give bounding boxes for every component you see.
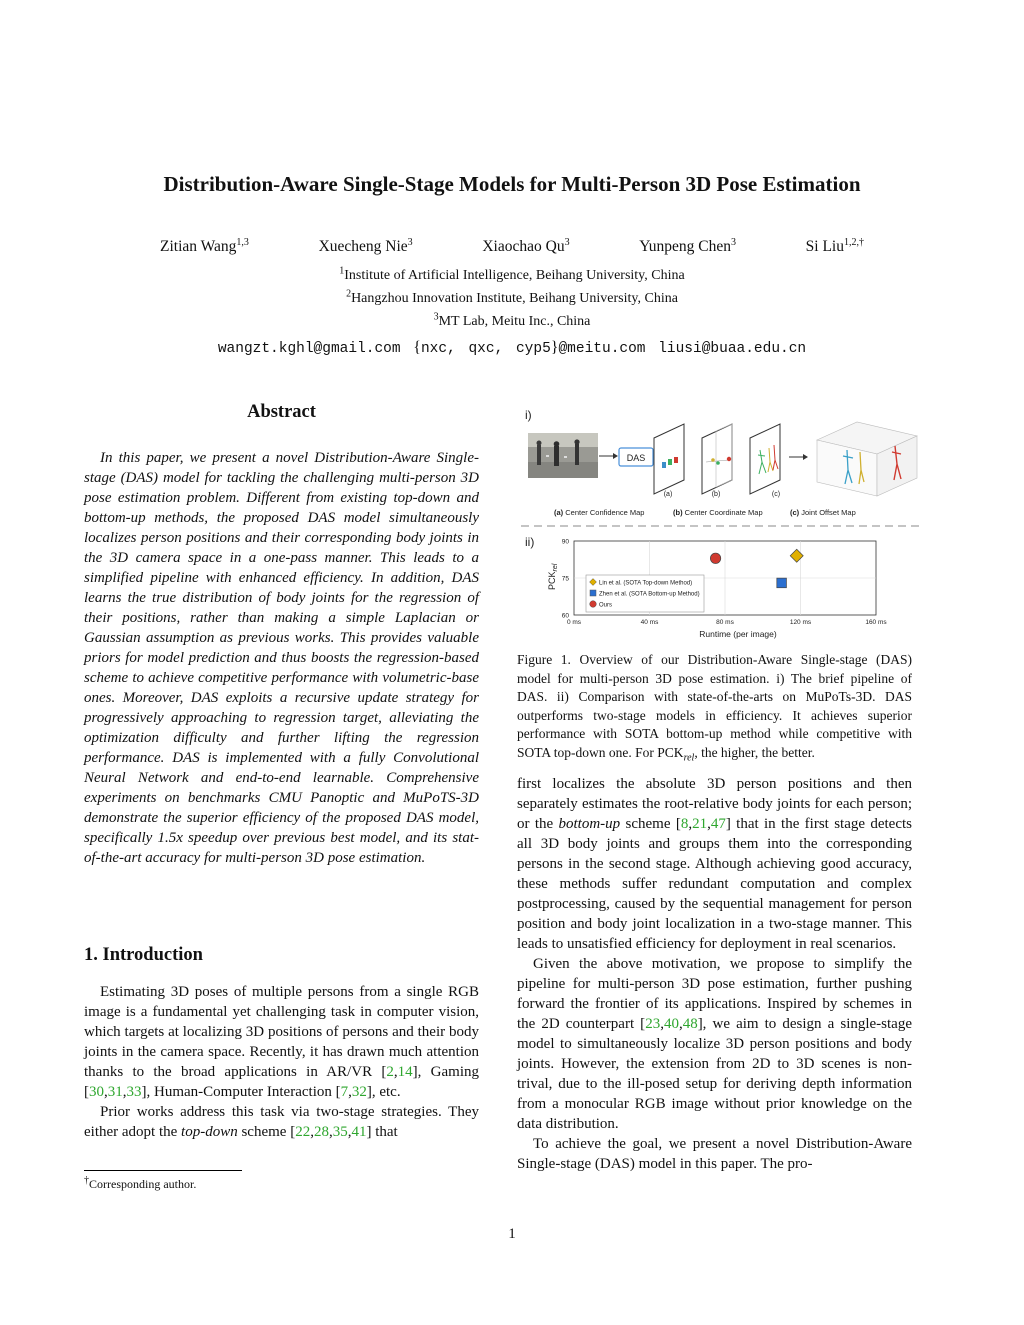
y-tick-label: 90 xyxy=(561,538,569,546)
legend-entry: Ours xyxy=(599,602,613,609)
center-confidence-map-panel xyxy=(654,424,684,494)
paragraph: To achieve the goal, we present a novel Distribution-Aware Single-stage (DAS) model in this paper. The pro- xyxy=(517,1136,912,1172)
body-text-right xyxy=(517,774,912,1174)
y-axis-label: $PCK_{rel}$ xyxy=(547,563,559,590)
page-number: 1 xyxy=(508,1226,516,1242)
citation-link[interactable]: 47 xyxy=(710,816,726,832)
runtime-accuracy-chart xyxy=(547,539,887,640)
citation-link[interactable]: 48 xyxy=(682,1016,698,1032)
3d-pose-result xyxy=(817,422,917,496)
author: Yunpeng Chen$^3$ xyxy=(639,236,736,255)
citation-link[interactable]: 23 xyxy=(645,1016,661,1032)
author: Xiaochao Qu$^3$ xyxy=(482,236,570,255)
citation-link[interactable]: 35 xyxy=(332,1124,348,1140)
legend-marker-circle xyxy=(590,601,597,608)
map-caption-b: (b) Center Coordinate Map xyxy=(673,508,763,517)
affiliation: $^3$MT Lab, Meitu Inc., China xyxy=(433,311,591,329)
abstract-text: In this paper, we present a novel Distribution-Aware Single-stage (DAS) model for tackling the challenging multi-person 3D pose estimation problem. Different from existing top-down and bottom-up methods, the proposed DAS model simultaneously localizes person positions and their corresponding body joints in the 3D camera space in a one-pass manner. This leads to a simplified pipeline with enhanced efficiency. In addition, DAS learns the true distribution of body joints for the regression of their positions, rather than making a simple Laplacian or Gaussian assumption as previous works. This provides valuable priors for model prediction and thus boosts the regression-based scheme to achieve competitive performance with volumetric-base ones. Moreover, DAS exploits a recursive update strategy for progressively approaching to regression target, alleviating the optimization difficulty and further lifting the regression performance. DAS is implemented with a fully Convolutional Neural Network and end-to-end learnable. Comprehensive experiments on benchmarks CMU Panoptic and MuPoTS-3D demonstrate the superior efficiency of the proposed DAS model, specifically 1.5x speedup over previous best model, and its stat-of-the-art accuracy for multi-person 3D pose estimation. xyxy=(84,450,479,866)
affiliation: $^1$Institute of Artificial Intelligence, Beihang University, China xyxy=(339,265,685,283)
author: Zitian Wang$^{1,3}$ xyxy=(160,236,249,255)
citation-link[interactable]: 22 xyxy=(295,1124,311,1140)
data-point-circle xyxy=(710,553,720,563)
citation-link[interactable]: 30 xyxy=(89,1084,104,1100)
citation-link[interactable]: 2 xyxy=(386,1064,394,1080)
joint-offset-map-panel xyxy=(750,424,780,494)
figure-1 xyxy=(517,400,927,646)
citation-link[interactable]: 32 xyxy=(351,1084,367,1100)
input-photo xyxy=(528,433,598,478)
chart-legend xyxy=(586,575,704,612)
author-list xyxy=(160,238,864,256)
x-tick-label: 80 ms xyxy=(716,619,734,626)
legend-entry: Zhen et al. (SOTA Bottom-up Method) xyxy=(599,591,700,598)
author: Si Liu$^{1,2,\dagger}$ xyxy=(805,236,864,255)
footnote: †Corresponding author. xyxy=(84,1175,197,1191)
y-tick-label: 75 xyxy=(561,575,569,583)
x-axis-ticks xyxy=(567,619,887,626)
y-tick-label: 60 xyxy=(561,612,569,620)
center-coordinate-map-panel xyxy=(702,424,732,494)
panel-label: (c) xyxy=(771,491,781,498)
y-axis-ticks xyxy=(562,539,570,620)
x-tick-label: 120 ms xyxy=(789,619,812,626)
legend-entry: Lin et al. (SOTA Top-down Method) xyxy=(599,580,693,587)
author: Xuecheng Nie$^3$ xyxy=(318,236,413,255)
citation-link[interactable]: 7 xyxy=(340,1084,349,1100)
affiliation: $^2$Hangzhou Innovation Institute, Beihang University, China xyxy=(346,288,678,306)
x-tick-label: 0 ms xyxy=(566,619,582,626)
arrow-head xyxy=(803,454,808,460)
citation-link[interactable]: 8 xyxy=(680,816,689,832)
paper-title: Distribution-Aware Single-Stage Models for Multi-Person 3D Pose Estimation xyxy=(163,172,861,196)
figure-caption: Figure 1. Overview of our Distribution-Aware Single-stage (DAS) model for multi-person 3D pose estimation. i) The brief pipeline of DAS. ii) Comparison with state-of-the-arts on MuPoTs-3D. DAS outperforms two-stage models in efficiency. It achieves superior performance with SOTA bottom-up method while competitive with SOTA top-down one. For $PCK_{rel}$, the higher, the better. xyxy=(517,652,912,764)
panel-label: (a) xyxy=(663,491,673,498)
intro-text xyxy=(84,982,479,1142)
figure-part-label: ii) xyxy=(525,535,535,549)
citation-link[interactable]: 41 xyxy=(351,1124,367,1140)
footnote-rule xyxy=(84,1170,242,1171)
abstract-heading: Abstract xyxy=(247,402,316,422)
email[interactable]: wangzt.kghl@gmail.com xyxy=(217,341,401,357)
citation-link[interactable]: 21 xyxy=(692,816,708,832)
das-label: DAS xyxy=(626,453,646,463)
paragraph: Estimating 3D poses of multiple persons from a single RGB image is a fundamental yet challenging task in computer vision, which targets at localizing 3D positions of persons and their body joints in the camera space. Recently, it has drawn much attention thanks to the broad applications in AR/VR [2,14], Gaming [30,31,33], Human-Computer Interaction [7,32], etc. xyxy=(84,984,480,1100)
legend-marker-square xyxy=(590,590,596,596)
x-tick-label: 40 ms xyxy=(640,619,659,626)
citation-link[interactable]: 40 xyxy=(663,1016,679,1032)
data-point-square xyxy=(777,578,787,588)
panel-label: (b) xyxy=(711,491,721,498)
paragraph: Prior works address this task via two-stage strategies. They either adopt the top-down scheme [22,28,35,41] that xyxy=(84,1104,479,1140)
figure-part-label: i) xyxy=(525,408,532,422)
x-axis-label: Runtime (per image) xyxy=(699,629,777,639)
citation-link[interactable]: 33 xyxy=(126,1084,142,1100)
citation-link[interactable]: 28 xyxy=(313,1124,329,1140)
x-tick-label: 160 ms xyxy=(865,619,887,626)
email[interactable]: liusi@buaa.edu.cn xyxy=(658,341,807,357)
arrow-head xyxy=(613,453,618,459)
map-caption-a: (a) Center Confidence Map xyxy=(554,508,645,517)
section-heading: 1. Introduction xyxy=(84,945,203,965)
paragraph: first localizes the absolute 3D person positions and then separately estimates the root-relative body joints for each person; or the bottom-up scheme [8,21,47] that in the first stage detects all 3D body joints and groups them into the corresponding persons in the second stage. Although achieving good accuracy, these methods suffer redundant computation and complex postprocessing, caused by the sequential management for person position and body joint localization in a two-stage manner. This leads to unsatisfied efficiency for deployment in real scenarios. xyxy=(517,776,912,952)
citation-link[interactable]: 31 xyxy=(107,1084,123,1100)
citation-link[interactable]: 14 xyxy=(397,1064,413,1080)
author-emails: wangzt.kghl@gmail.com {nxc, qxc, cyp5}@meitu.com liusi@buaa.edu.cn xyxy=(217,339,807,357)
email-group-domain: @meitu.com xyxy=(558,341,646,357)
email-group-names: nxc, qxc, cyp5 xyxy=(420,341,551,357)
map-caption-c: (c) Joint Offset Map xyxy=(790,508,856,517)
paragraph: Given the above motivation, we propose to simplify the pipeline for multi-person 3D pose estimation, further pushing forward the frontier of its applications. Inspired by schemes in the 2D counterpart [23,40,48], we aim to design a single-stage model to simultaneously localize 3D person positions and body joints. However, the extension from 2D to 3D scenes is non-trival, due to the ill-posed setup for deriving depth information from a monocular RGB image without prior knowledge on the data distribution. xyxy=(517,956,912,1132)
